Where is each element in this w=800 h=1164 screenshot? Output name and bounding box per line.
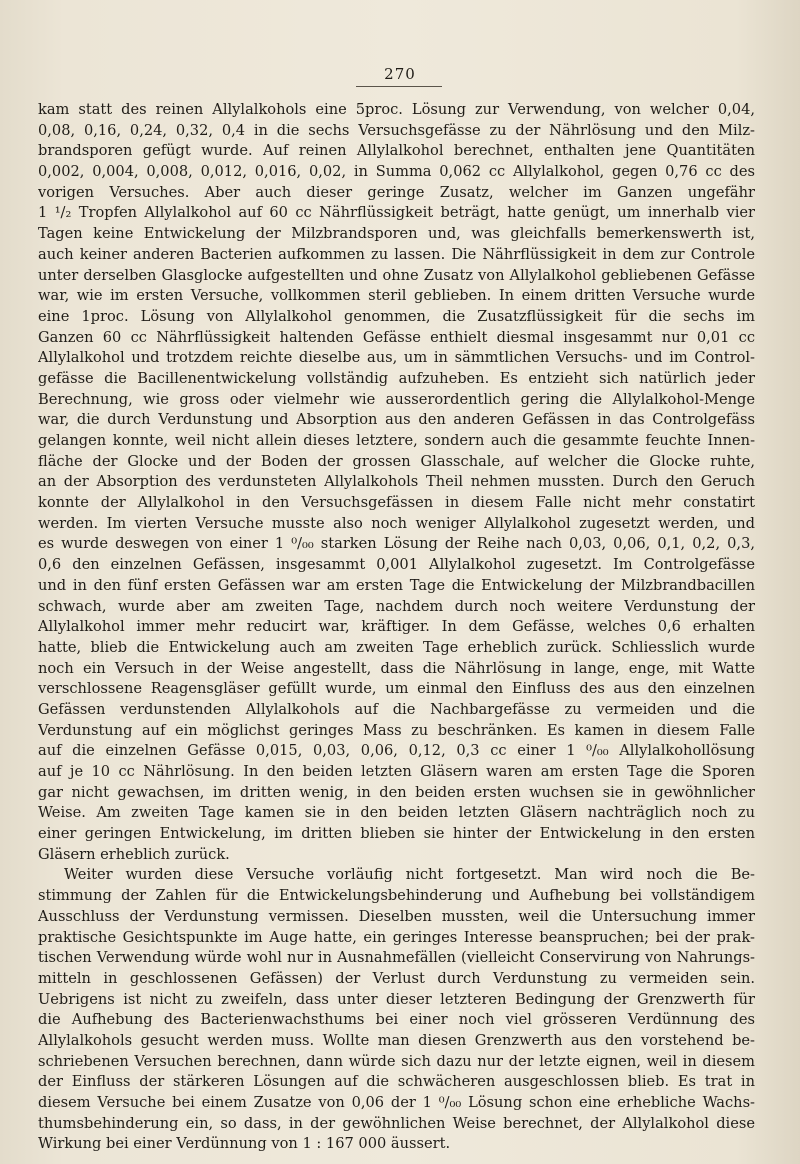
- text-line: Tagen keine Entwickelung der Milzbrandsporen und, was gleichfalls bemerkenswerth ist,: [38, 225, 755, 243]
- text-line: Gefässen verdunstenden Allylalkohols auf die Nachbargefässe zu vermeiden und die: [38, 700, 755, 718]
- text-line: brandsporen gefügt wurde. Auf reinen Allylalkohol berechnet, enthalten jene Quantitäten: [38, 142, 755, 160]
- text-line: eine 1proc. Lösung von Allylalkohol genommen, die Zusatzflüssigkeit für die sechs im: [38, 307, 755, 325]
- text-line: mitteln in geschlossenen Gefässen) der Verlust durch Verdunstung zu vermeiden sein.: [38, 969, 755, 987]
- text-line: die Aufhebung des Bacterienwachsthums bei einer noch viel grösseren Verdünnung des: [38, 1011, 755, 1029]
- text-line: stimmung der Zahlen für die Entwickelungsbehinderung und Aufhebung bei vollständigem: [38, 887, 755, 905]
- text-line: Berechnung, wie gross oder vielmehr wie ausserordentlich gering die Allylalkohol-Menge: [38, 390, 755, 408]
- text-line: 0,002, 0,004, 0,008, 0,012, 0,016, 0,02, in Summa 0,062 cc Allylalkohol, gegen 0,76 cc des: [38, 163, 755, 181]
- text-line: schwach, wurde aber am zweiten Tage, nachdem durch noch weitere Verdunstung der: [38, 597, 755, 615]
- text-line: war, die durch Verdunstung und Absorption aus den anderen Gefässen in das Controlgefäss: [38, 411, 755, 429]
- text-line: auf je 10 cc Nährlösung. In den beiden letzten Gläsern waren am ersten Tage die Sporen: [38, 763, 755, 780]
- text-line: auf die einzelnen Gefässe 0,015, 0,03, 0,06, 0,12, 0,3 cc einer 1 ⁰/₀₀ Allylalkohollösung: [38, 742, 755, 760]
- text-line: an der Absorption des verdunsteten Allylalkohols Theil nehmen mussten. Durch den Geruch: [38, 473, 755, 491]
- text-line: Gläsern erheblich zurück.: [38, 845, 230, 863]
- text-line: Verdunstung auf ein möglichst geringes Mass zu beschränken. Es kamen in diesem Falle: [38, 721, 755, 739]
- text-line: 0,08, 0,16, 0,24, 0,32, 0,4 in die sechs Versuchsgefässe zu der Nährlösung und den Milz-: [38, 121, 755, 139]
- text-line: tischen Verwendung würde wohl nur in Ausnahmefällen (vielleicht Conservirung von Nahrungs-: [38, 949, 755, 967]
- text-line: kam statt des reinen Allylalkohols eine 5proc. Lösung zur Verwendung, von welcher 0,04,: [38, 101, 755, 118]
- page-number: 270: [384, 65, 416, 83]
- text-line: Uebrigens ist nicht zu zweifeln, dass unter dieser letzteren Bedingung der Grenzwerth für: [38, 990, 755, 1008]
- paragraph-conclusion: [38, 865, 755, 1155]
- text-line: schriebenen Versuchen berechnen, dann würde sich dazu nur der letzte eignen, weil in diesem: [38, 1052, 755, 1070]
- text-line: gar nicht gewachsen, im dritten wenig, in den beiden ersten wuchsen sie in gewöhnlicher: [38, 783, 755, 801]
- text-line: werden. Im vierten Versuche musste also noch weniger Allylalkohol zugesetzt werden, und: [38, 514, 755, 532]
- body-text: [38, 100, 755, 1155]
- text-line: verschlossene Reagensgläser gefüllt wurde, um einmal den Einfluss des aus den einzelnen: [38, 680, 755, 698]
- text-line: Allylalkohol immer mehr reducirt war, kräftiger. In dem Gefässe, welches 0,6 erhalten: [38, 618, 755, 636]
- text-line: konnte der Allylalkohol in den Versuchsgefässen in diesem Falle nicht mehr constatirt: [38, 494, 755, 512]
- text-line: praktische Gesichtspunkte im Auge hatte, ein geringes Interesse beanspruchen; bei der prak-: [38, 928, 755, 946]
- text-line: hatte, blieb die Entwickelung auch am zweiten Tage erheblich zurück. Schliesslich wurde: [38, 638, 755, 656]
- text-line: noch ein Versuch in der Weise angestellt, dass die Nährlösung in lange, enge, mit Watte: [38, 659, 755, 677]
- text-line: der Einfluss der stärkeren Lösungen auf die schwächeren ausgeschlossen blieb. Es trat in: [38, 1073, 755, 1091]
- text-line: einer geringen Entwickelung, im dritten blieben sie hinter der Entwickelung in den ersten: [38, 825, 755, 843]
- text-line: Weise. Am zweiten Tage kamen sie in den beiden letzten Gläsern nachträglich noch zu: [38, 804, 755, 822]
- text-line: Weiter wurden diese Versuche vorläufig nicht fortgesetzt. Man wird noch die Be-: [64, 866, 755, 884]
- text-line: und in den fünf ersten Gefässen war am ersten Tage die Entwickelung der Milzbrandbacillen: [38, 576, 755, 594]
- text-line: war, wie im ersten Versuche, vollkommen steril geblieben. In einem dritten Versuche wurde: [38, 287, 755, 305]
- text-line: Ausschluss der Verdunstung vermissen. Dieselben mussten, weil die Untersuchung immer: [38, 907, 755, 925]
- text-line: thumsbehinderung ein, so dass, in der gewöhnlichen Weise berechnet, der Allylalkohol diese: [38, 1114, 755, 1132]
- text-line: gelangen konnte, weil nicht allein dieses letztere, sondern auch die gesammte feuchte Innen-: [38, 432, 755, 449]
- text-line: auch keiner anderen Bacterien aufkommen zu lassen. Die Nährflüssigkeit in dem zur Controle: [38, 245, 755, 263]
- page-number-rule: [356, 86, 442, 87]
- text-line: vorigen Versuches. Aber auch dieser geringe Zusatz, welcher im Ganzen ungefähr: [38, 183, 755, 201]
- text-line: Wirkung bei einer Verdünnung von 1 : 167 000 äussert.: [38, 1135, 451, 1153]
- text-line: 0,6 den einzelnen Gefässen, insgesammt 0,001 Allylalkohol zugesetzt. Im Controlgefässe: [38, 556, 755, 574]
- text-line: Allylalkohol und trotzdem reichte dieselbe aus, um in sämmtlichen Versuchs- und im Control-: [38, 349, 755, 367]
- text-line: Ganzen 60 cc Nährflüssigkeit haltenden Gefässe enthielt diesmal insgesammt nur 0,01 cc: [38, 328, 755, 346]
- text-line: diesem Versuche bei einem Zusatze von 0,06 der 1 ⁰/₀₀ Lösung schon eine erhebliche Wachs-: [38, 1094, 755, 1111]
- text-line: Allylalkohols gesucht werden muss. Wollte man diesen Grenzwerth aus den vorstehend be-: [38, 1031, 755, 1049]
- paragraph-experiments: [38, 100, 755, 865]
- text-line: 1 ¹/₂ Tropfen Allylalkohol auf 60 cc Nährflüssigkeit beträgt, hatte genügt, um innerhalb vier: [38, 204, 755, 222]
- text-line: fläche der Glocke und der Boden der grossen Glasschale, auf welcher die Glocke ruhte,: [38, 452, 755, 470]
- text-line: unter derselben Glasglocke aufgestellten und ohne Zusatz von Allylalkohol gebliebenen Gefässe: [38, 266, 755, 284]
- text-line: es wurde deswegen von einer 1 ⁰/₀₀ starken Lösung der Reihe nach 0,03, 0,06, 0,1, 0,2, 0,3,: [38, 535, 755, 553]
- text-line: gefässe die Bacillenentwickelung vollständig aufzuheben. Es entzieht sich natürlich jeder: [38, 369, 755, 387]
